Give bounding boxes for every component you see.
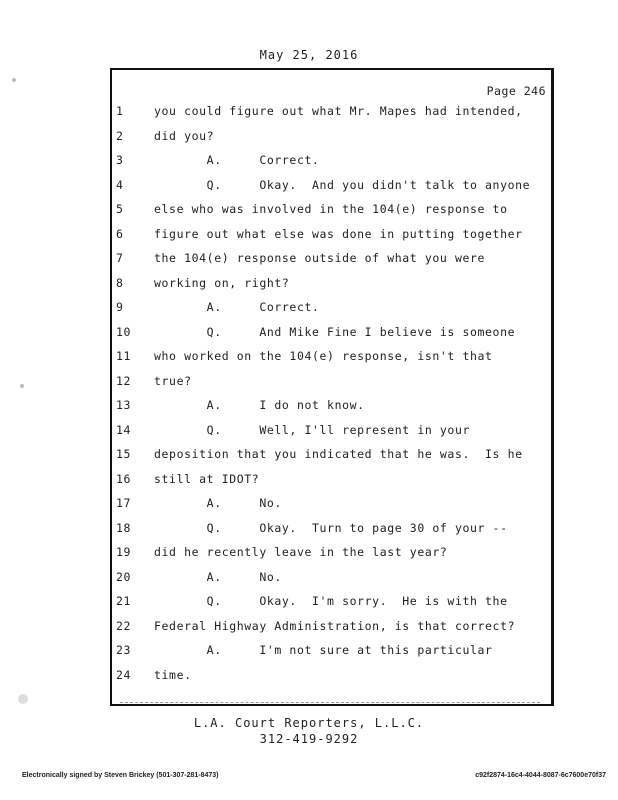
- transcript-line: [110, 251, 554, 269]
- line-text: A. I do not know.: [154, 398, 365, 412]
- line-number: 5: [116, 202, 124, 216]
- line-text: did you?: [154, 128, 215, 143]
- transcript-line: [110, 374, 554, 392]
- line-number: 21: [116, 594, 132, 608]
- transcript-line: [110, 472, 554, 490]
- line-text: the 104(e) response outside of what you were: [154, 251, 486, 265]
- scan-speck: [20, 384, 24, 388]
- transcript-line: [110, 594, 554, 612]
- line-number: 2: [116, 128, 124, 143]
- document-id: c92f2874-16c4-4044-8087-6c7600e70f37: [475, 772, 606, 779]
- line-number: 7: [116, 251, 124, 265]
- transcript-line: [110, 104, 554, 122]
- line-number: 8: [116, 275, 124, 290]
- transcript-line: [110, 129, 554, 147]
- line-text: working on, right?: [154, 275, 290, 290]
- line-number: 23: [116, 643, 132, 657]
- line-number: 12: [116, 373, 132, 388]
- line-number: 18: [116, 520, 132, 535]
- line-number: 11: [116, 349, 132, 363]
- line-number: 24: [116, 667, 132, 682]
- line-number: 14: [116, 422, 132, 437]
- line-text: A. Correct.: [154, 153, 320, 167]
- transcript-line: [110, 619, 554, 637]
- line-text: did he recently leave in the last year?: [154, 545, 448, 559]
- line-text: figure out what else was done in putting together: [154, 226, 523, 241]
- line-number: 20: [116, 569, 132, 584]
- transcript-line: [110, 447, 554, 465]
- line-text: still at IDOT?: [154, 471, 260, 486]
- page-bottom-rule: [120, 702, 540, 703]
- line-number: 1: [116, 104, 124, 118]
- line-text: A. Correct.: [154, 300, 320, 314]
- line-text: time.: [154, 667, 192, 682]
- line-text: Q. Well, I'll represent in your: [154, 422, 470, 437]
- line-text: Federal Highway Administration, is that correct?: [154, 618, 516, 633]
- scan-speck: [12, 78, 16, 82]
- transcript-line: [110, 545, 554, 563]
- line-number: 10: [116, 324, 132, 339]
- line-text: Q. Okay. And you didn't talk to anyone: [154, 177, 531, 192]
- line-number: 6: [116, 226, 124, 241]
- line-number: 9: [116, 300, 124, 314]
- transcript-line: [110, 325, 554, 343]
- scan-speck: [18, 694, 28, 704]
- transcript-line: [110, 496, 554, 514]
- line-text: Q. Okay. Turn to page 30 of your --: [154, 520, 508, 535]
- transcript-line: [110, 153, 554, 171]
- transcript-line: [110, 570, 554, 588]
- electronic-signature-note: Electronically signed by Steven Brickey (501-307-281-8473): [22, 772, 219, 779]
- court-reporter-firm: L.A. Court Reporters, L.L.C.: [193, 716, 425, 730]
- transcript-line: [110, 521, 554, 539]
- line-number: 19: [116, 545, 132, 559]
- line-number: 13: [116, 398, 132, 412]
- transcript-line: [110, 300, 554, 318]
- line-text: A. No.: [154, 496, 282, 510]
- line-number: 16: [116, 471, 132, 486]
- transcript-line: [110, 178, 554, 196]
- line-text: A. No.: [154, 569, 282, 584]
- line-text: Q. Okay. I'm sorry. He is with the: [154, 594, 508, 608]
- transcript-line: [110, 202, 554, 220]
- line-number: 15: [116, 447, 132, 461]
- transcript-line: [110, 643, 554, 661]
- line-text: else who was involved in the 104(e) response to: [154, 202, 508, 216]
- line-text: who worked on the 104(e) response, isn't that: [154, 349, 493, 363]
- line-number: 4: [116, 177, 124, 192]
- court-reporter-phone: 312-419-9292: [259, 732, 359, 746]
- transcript-line: [110, 349, 554, 367]
- line-number: 17: [116, 496, 132, 510]
- line-text: true?: [154, 373, 192, 388]
- transcript-line: [110, 398, 554, 416]
- transcript-line: [110, 276, 554, 294]
- line-text: you could figure out what Mr. Mapes had intended,: [154, 104, 523, 118]
- line-number: 22: [116, 618, 132, 633]
- line-text: A. I'm not sure at this particular: [154, 643, 493, 657]
- line-text: deposition that you indicated that he was. Is he: [154, 447, 523, 461]
- transcript-line: [110, 423, 554, 441]
- line-text: Q. And Mike Fine I believe is someone: [154, 324, 516, 339]
- transcript-line: [110, 227, 554, 245]
- line-number: 3: [116, 153, 124, 167]
- page-number-label: Page 246: [486, 84, 546, 98]
- transcript-date: May 25, 2016: [259, 48, 359, 62]
- transcript-line: [110, 668, 554, 686]
